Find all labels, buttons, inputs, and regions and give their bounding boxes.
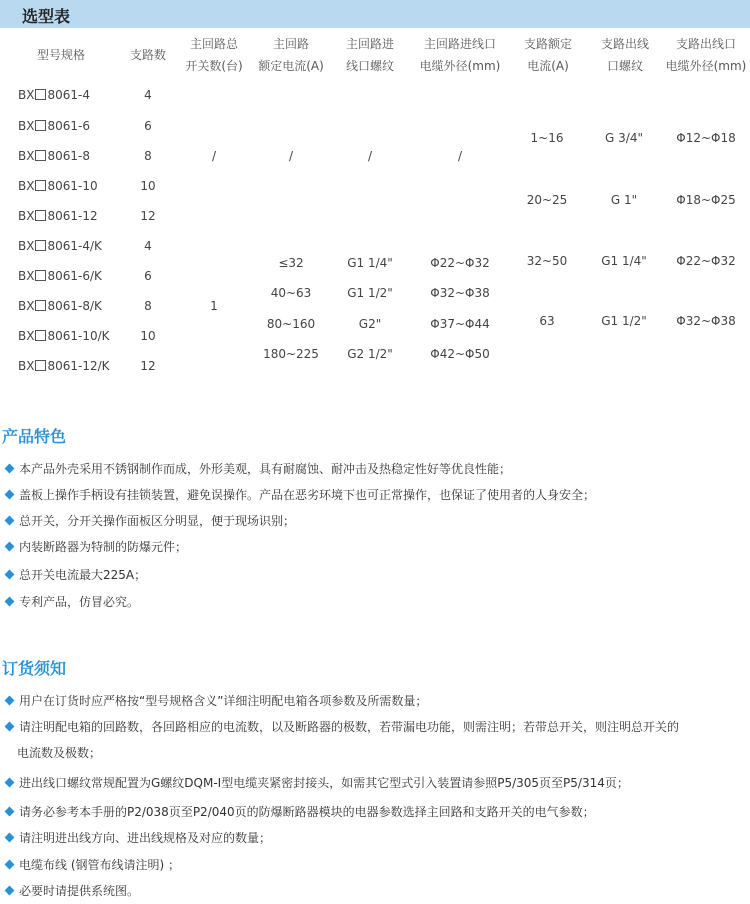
table-cell-slash: / [367, 149, 373, 163]
placeholder-box-icon [35, 89, 46, 100]
placeholder-box-icon [35, 300, 46, 311]
selection-table-title: 选型表 [22, 7, 71, 26]
diamond-bullet-icon [5, 778, 15, 788]
table-cell-main-thread: G1 1/4" [347, 256, 393, 270]
diamond-bullet-icon [5, 516, 15, 526]
table-cell-branches: 6 [144, 269, 152, 283]
table-cell-branch-cable: Φ12~Φ18 [676, 131, 736, 145]
table-cell-branches: 4 [144, 239, 152, 253]
ordering-list-item: 进出线口螺纹常规配置为G螺纹DQM-I型电缆夹紧密封接头，如需其它型式引入装置请参照P5/305页至P5/314页； [2, 774, 629, 791]
placeholder-box-icon [35, 210, 46, 221]
diamond-bullet-icon [5, 860, 15, 870]
features-list-item: 专利产品，仿冒必究。 [2, 593, 139, 610]
table-cell-branches: 10 [140, 179, 156, 193]
ordering-list-item: 请注明配电箱的回路数，各回路相应的电流数，以及断路器的极数，若带漏电功能，则需注明；若带总开关，则注明总开关的 [2, 718, 679, 735]
diamond-bullet-icon [5, 886, 15, 896]
table-cell-main-current: 80~160 [266, 317, 316, 331]
header-branch-thread: 支路出线 口螺纹 [600, 37, 649, 73]
placeholder-box-icon [35, 240, 46, 251]
table-cell-main-current: 180~225 [263, 347, 319, 361]
table-cell-main-current: ≤32 [278, 256, 304, 270]
table-cell-branch-thread: G1 1/4" [601, 254, 647, 268]
table-row-model: BX 8061-8/K [18, 299, 102, 313]
header-branch-current: 支路额定 电流(A) [523, 37, 572, 73]
table-cell-branches: 6 [144, 119, 152, 133]
table-cell-branches: 4 [144, 88, 152, 102]
placeholder-box-icon [35, 330, 46, 341]
features-list-item: 总开关电流最大225A； [2, 566, 146, 583]
table-cell-branch-cable: Φ32~Φ38 [676, 314, 736, 328]
table-row-model: BX 8061-6/K [18, 269, 102, 283]
diamond-bullet-icon [5, 490, 15, 500]
table-row-model: BX 8061-10 [18, 179, 98, 193]
table-cell-branches: 8 [144, 149, 152, 163]
header-branches: 支路数 [129, 48, 166, 62]
table-row-model: BX 8061-4/K [18, 239, 102, 253]
diamond-bullet-icon [5, 570, 15, 580]
placeholder-box-icon [35, 150, 46, 161]
table-row-model: BX 8061-12 [18, 209, 98, 223]
features-list-item: 总开关，分开关操作面板区分明显，便于现场识别； [2, 512, 295, 529]
features-list-item: 内装断路器为特制的防爆元件； [2, 538, 187, 555]
table-cell-main-cable: Φ37~Φ44 [430, 317, 490, 331]
table-cell-main-thread: G2" [358, 317, 382, 331]
placeholder-box-icon [35, 360, 46, 371]
header-main-switch-count: 主回路总 开关数(台) [185, 37, 243, 73]
header-main-current: 主回路 额定电流(A) [258, 37, 324, 73]
table-row-model: BX 8061-8 [18, 149, 90, 163]
placeholder-box-icon [35, 270, 46, 281]
table-cell-main-thread: G2 1/2" [347, 347, 393, 361]
table-cell-branch-cable: Φ22~Φ32 [676, 254, 736, 268]
table-cell-branch-cable: Φ18~Φ25 [676, 193, 736, 207]
selection-table-header [0, 0, 750, 28]
table-cell-branches: 8 [144, 299, 152, 313]
table-row-model: BX 8061-6 [18, 119, 90, 133]
table-cell-main-current: 40~63 [270, 286, 312, 300]
header-main-cable: 主回路进线口 电缆外径(mm) [419, 37, 501, 73]
ordering-list-item-continuation: 电流数及极数； [17, 746, 102, 760]
table-cell-branch-thread: G1 1/2" [601, 314, 647, 328]
table-cell-branch-thread: G 1" [610, 193, 638, 207]
diamond-bullet-icon [5, 722, 15, 732]
table-cell-main-cable: Φ42~Φ50 [430, 347, 490, 361]
features-section-title: 产品特色 [2, 427, 67, 446]
diamond-bullet-icon [5, 833, 15, 843]
table-cell-branches: 12 [140, 359, 156, 373]
table-cell-main-cable: Φ22~Φ32 [430, 256, 490, 270]
diamond-bullet-icon [5, 696, 15, 706]
features-list-item: 盖板上操作手柄设有挂锁装置，避免误操作。产品在恶劣环境下也可正常操作，也保证了使用者的人身安全； [2, 486, 595, 503]
ordering-section-title: 订货须知 [2, 659, 67, 678]
table-cell-main-cable: Φ32~Φ38 [430, 286, 490, 300]
table-cell-branch-current: 20~25 [526, 193, 568, 207]
diamond-bullet-icon [5, 542, 15, 552]
table-row-model: BX 8061-12/K [18, 359, 110, 373]
placeholder-box-icon [35, 180, 46, 191]
diamond-bullet-icon [5, 807, 15, 817]
header-main-thread: 主回路进 线口螺纹 [345, 37, 394, 73]
table-row-model: BX 8061-10/K [18, 329, 110, 343]
table-cell-slash: / [211, 149, 217, 163]
table-cell-branches: 10 [140, 329, 156, 343]
table-cell-branch-current: 32~50 [526, 254, 568, 268]
header-branch-cable: 支路出线口 电缆外径(mm) [665, 37, 747, 73]
table-cell-branch-thread: G 3/4" [605, 131, 643, 145]
ordering-list-item: 请注明进出线方向、进出线规格及对应的数量； [2, 829, 271, 846]
header-model: 型号规格 [36, 48, 85, 62]
ordering-list-item: 用户在订货时应严格按“型号规格含义”详细注明配电箱各项参数及所需数量； [2, 692, 427, 709]
ordering-list-item: 请务必参考本手册的P2/038页至P2/040页的防爆断路器模块的电器参数选择主回路和支路开关的电气参数； [2, 803, 595, 820]
table-cell-branches: 12 [140, 209, 156, 223]
table-cell-branch-current: 63 [539, 314, 555, 328]
table-cell-branch-current: 1~16 [530, 131, 564, 145]
table-cell-slash: / [457, 149, 463, 163]
diamond-bullet-icon [5, 597, 15, 607]
table-row-model: BX 8061-4 [18, 88, 90, 102]
table-cell-main-thread: G1 1/2" [347, 286, 393, 300]
diamond-bullet-icon [5, 464, 15, 474]
ordering-list-item: 必要时请提供系统图。 [2, 882, 139, 899]
placeholder-box-icon [35, 120, 46, 131]
table-cell-main-switch-count: 1 [210, 299, 218, 313]
table-cell-slash: / [288, 149, 294, 163]
ordering-list-item: 电缆布线 (钢管布线请注明) ； [2, 856, 180, 873]
features-list-item: 本产品外壳采用不锈钢制作而成，外形美观，具有耐腐蚀、耐冲击及热稳定性好等优良性能； [2, 460, 511, 477]
